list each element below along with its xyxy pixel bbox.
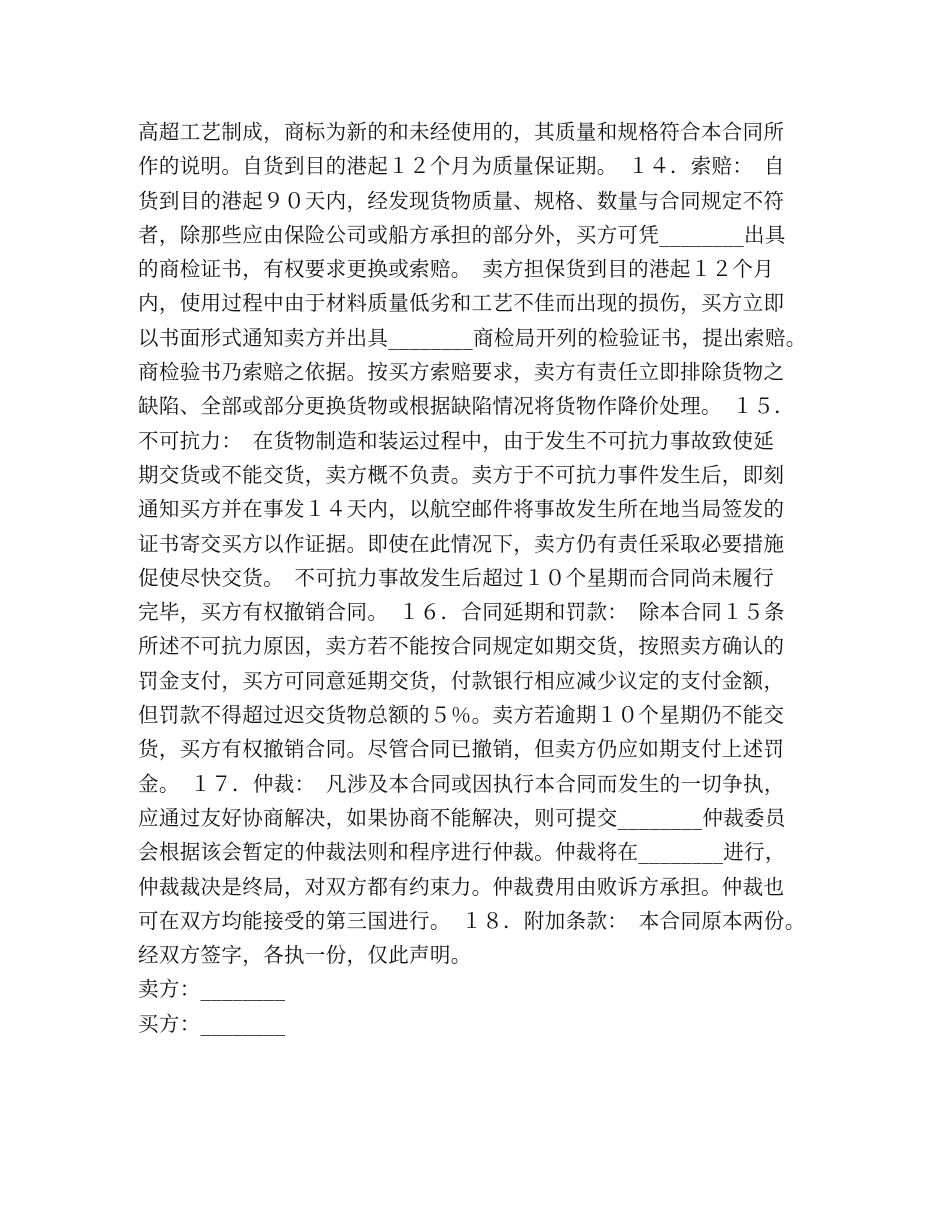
text-line: 者，除那些应由保险公司或船方承担的部分外，买方可凭________出具 bbox=[138, 222, 786, 247]
text-line: 高超工艺制成，商标为新的和未经使用的，其质量和规格符合本合同所 bbox=[138, 120, 785, 144]
text-line: 货，买方有权撤销合同。尽管合同已撤销，但卖方仍应如期支付上述罚 bbox=[138, 737, 785, 762]
text-line: 以书面形式通知卖方并出具________商检局开列的检验证书，提出索赔。 bbox=[138, 325, 807, 350]
text-line: 证书寄交买方以作证据。即使在此情况下，卖方仍有责任采取必要措施 bbox=[138, 531, 785, 556]
text-line: 金。 １７．仲裁： 凡涉及本合同或因执行本合同而发生的一切争执， bbox=[138, 771, 785, 796]
text-line: 不可抗力： 在货物制造和装运过程中，由于发生不可抗力事故致使延 bbox=[138, 428, 775, 453]
text-line: 缺陷、全部或部分更换货物或根据缺陷情况将货物作降价处理。 １５． bbox=[138, 394, 795, 419]
text-line: 但罚款不得超过迟交货物总额的５％。卖方若逾期１０个星期仍不能交 bbox=[138, 703, 785, 728]
contract-body bbox=[138, 115, 828, 1041]
text-line: 作的说明。自货到目的港起１２个月为质量保证期。 １４．索赔： 自 bbox=[138, 154, 785, 179]
text-line: 商检验书乃索赔之依据。按买方索赔要求，卖方有责任立即排除货物之 bbox=[138, 360, 785, 385]
text-line: 经双方签字，各执一份，仅此声明。 bbox=[138, 943, 472, 968]
text-line: 促使尽快交货。 不可抗力事故发生后超过１０个星期而合同尚未履行 bbox=[138, 565, 775, 590]
text-line: 期交货或不能交货，卖方概不负责。卖方于不可抗力事件发生后，即刻 bbox=[138, 462, 785, 487]
text-line: 仲裁裁决是终局，对双方都有约束力。仲裁费用由败诉方承担。仲裁也 bbox=[138, 874, 785, 899]
text-line: 罚金支付，买方可同意延期交货，付款银行相应减少议定的支付金额， bbox=[138, 668, 785, 693]
text-line: 应通过友好协商解决，如果协商不能解决，则可提交________仲裁委员 bbox=[138, 805, 786, 830]
text-line: 所述不可抗力原因，卖方若不能按合同规定如期交货，按照卖方确认的 bbox=[138, 634, 785, 659]
text-line: 货到目的港起９０天内，经发现货物质量、规格、数量与合同规定不符 bbox=[138, 188, 785, 213]
buyer-signature-line: 买方：________ bbox=[138, 1011, 286, 1036]
text-line: 会根据该会暂定的仲裁法则和程序进行仲裁。仲裁将在________进行， bbox=[138, 840, 786, 865]
text-line: 的商检证书，有权要求更换或索赔。 卖方担保货到目的港起１２个月 bbox=[138, 257, 775, 282]
seller-signature-line: 卖方：________ bbox=[138, 977, 286, 1002]
text-line: 完毕，买方有权撤销合同。 １６．合同延期和罚款： 除本合同１５条 bbox=[138, 600, 785, 625]
text-line: 内，使用过程中由于材料质量低劣和工艺不佳而出现的损伤，买方立即 bbox=[138, 291, 785, 316]
text-line: 通知买方并在事发１４天内，以航空邮件将事故发生所在地当局签发的 bbox=[138, 497, 785, 522]
text-line: 可在双方均能接受的第三国进行。 １８．附加条款： 本合同原本两份。 bbox=[138, 908, 806, 933]
